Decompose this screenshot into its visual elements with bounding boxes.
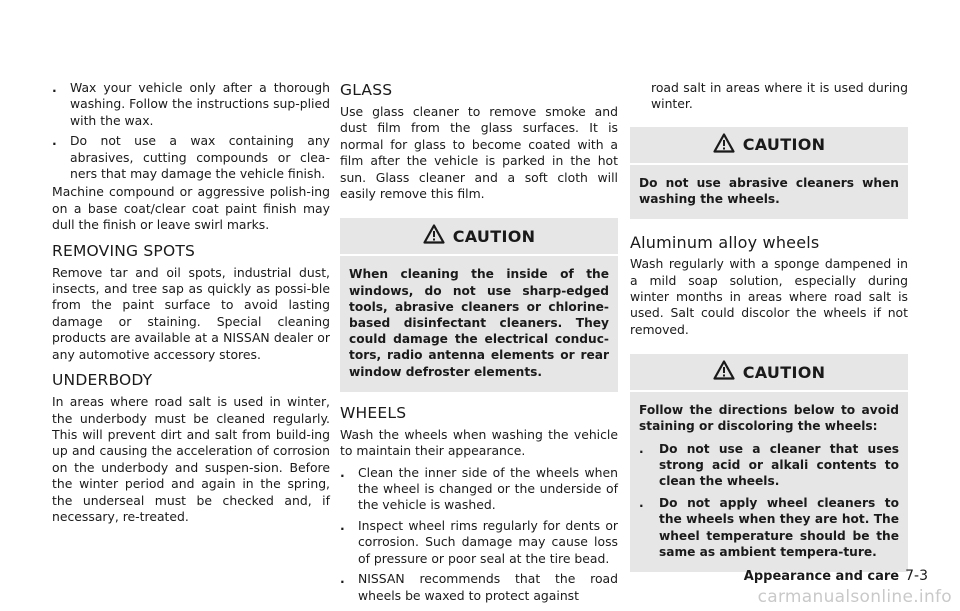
- removing-spots-heading: REMOVING SPOTS: [52, 241, 196, 260]
- warning-triangle-icon: [713, 360, 735, 384]
- wheels-paragraph: Wash the wheels when washing the vehicle to maintain their appearance.: [340, 426, 618, 459]
- bullet-text: Do not use a wax containing any abrasives, cutting compounds or clea-ners that may damage the vehicle finish.: [70, 133, 330, 182]
- caution-body: [340, 256, 618, 391]
- continued-paragraph: road salt in areas where it is used during winter.: [651, 80, 908, 112]
- bullet-dot: .: [52, 80, 57, 95]
- column-middle: [340, 80, 618, 604]
- caution-title: CAUTION: [742, 135, 826, 155]
- list-item: [639, 495, 899, 560]
- caution-header: [630, 354, 908, 392]
- alloy-wheels-paragraph: Wash regularly with a sponge dampened in a mild soap solution, especially during winter months in areas where road salt is used. Salt could discolor the wheels if not removed.: [630, 256, 908, 337]
- bullet-text: Do not apply wheel cleaners to the wheels when they are hot. The wheel temperature should be the same as ambient tempera-ture.: [659, 496, 899, 559]
- list-item: [52, 80, 330, 129]
- underbody-paragraph: In areas where road salt is used in winter, the underbody must be cleaned regularly. This will prevent dirt and salt from build-ing up and causing the acceleration of corrosion on the underbody and suspen-sion. Before the winter period and again in the spring, the underseal must be checked and, if necessary, re-treated.: [52, 394, 330, 524]
- column-right: [630, 80, 908, 572]
- bullet-dot: .: [639, 496, 644, 511]
- list-item: [340, 465, 618, 514]
- bullet-dot: .: [340, 571, 345, 587]
- bullet-text: Do not use a cleaner that uses strong acid or alkali contents to clean the wheels.: [659, 441, 899, 489]
- caution-text: When cleaning the inside of the windows, do not use sharp-edged tools, abrasive cleaners or chlorine-based disinfectant cleaners. They could damage the electrical conduc-tors, radio antenna elements or rear window defroster elements.: [349, 267, 609, 379]
- caution-box: [630, 354, 908, 572]
- bullet-text: Wax your vehicle only after a thorough washing. Follow the instructions sup-plied with the wax.: [70, 80, 330, 128]
- glass-heading: GLASS: [340, 81, 393, 99]
- caution-header: [630, 127, 908, 165]
- bullet-dot: .: [639, 441, 644, 456]
- underbody-heading: UNDERBODY: [52, 371, 153, 390]
- caution-body: [630, 392, 908, 572]
- glass-paragraph: Use glass cleaner to remove smoke and dust film from the glass surfaces. It is normal for glass to become coated with a film after the vehicle is parked in the hot sun. Glass cleaner and a soft cloth will easily remove this film.: [340, 104, 618, 202]
- caution-header: [340, 218, 618, 256]
- section-name: Appearance and care: [743, 569, 900, 584]
- wheels-heading: WHEELS: [340, 403, 407, 422]
- bullet-text: Clean the inner side of the wheels when the wheel is changed or the underside of the vehicle is washed.: [358, 464, 618, 513]
- caution-body: [630, 165, 908, 219]
- watermark: carmanualsonline.info: [757, 587, 952, 607]
- page-footer: [744, 568, 928, 584]
- bullet-dot: .: [340, 464, 345, 480]
- bullet-dot: .: [340, 517, 345, 533]
- warning-triangle-icon: [423, 224, 445, 248]
- caution-box: [340, 218, 618, 391]
- bullet-text: NISSAN recommends that the road wheels be waxed to protect against: [358, 571, 618, 603]
- caution-title: CAUTION: [452, 226, 536, 246]
- alloy-wheels-heading: Aluminum alloy wheels: [630, 233, 820, 253]
- list-item: [52, 133, 330, 182]
- page-number: 7-3: [905, 568, 928, 584]
- list-item: [340, 571, 618, 604]
- caution-text: Do not use abrasive cleaners when washing the wheels.: [639, 175, 899, 207]
- bullet-dot: .: [52, 133, 57, 149]
- warning-triangle-icon: [713, 133, 735, 157]
- column-left: [52, 80, 330, 525]
- bullet-text: Inspect wheel rims regularly for dents or corrosion. Such damage may cause loss of pressure or poor seal at the tire bead.: [358, 517, 618, 566]
- caution-intro: Follow the directions below to avoid staining or discoloring the wheels:: [639, 403, 899, 434]
- list-item: [340, 518, 618, 567]
- machine-compound-paragraph: Machine compound or aggressive polish-ing on a base coat/clear coat paint finish may dull the finish or leave swirl marks.: [52, 184, 330, 233]
- list-item: [639, 441, 899, 490]
- removing-spots-paragraph: Remove tar and oil spots, industrial dust, insects, and tree sap as quickly as possi-ble from the paint surface to avoid lasting damage or staining. Special cleaning products are available at a NISSAN dealer or any automotive accessory stores.: [52, 264, 330, 362]
- caution-title: CAUTION: [742, 362, 826, 382]
- caution-box: [630, 127, 908, 219]
